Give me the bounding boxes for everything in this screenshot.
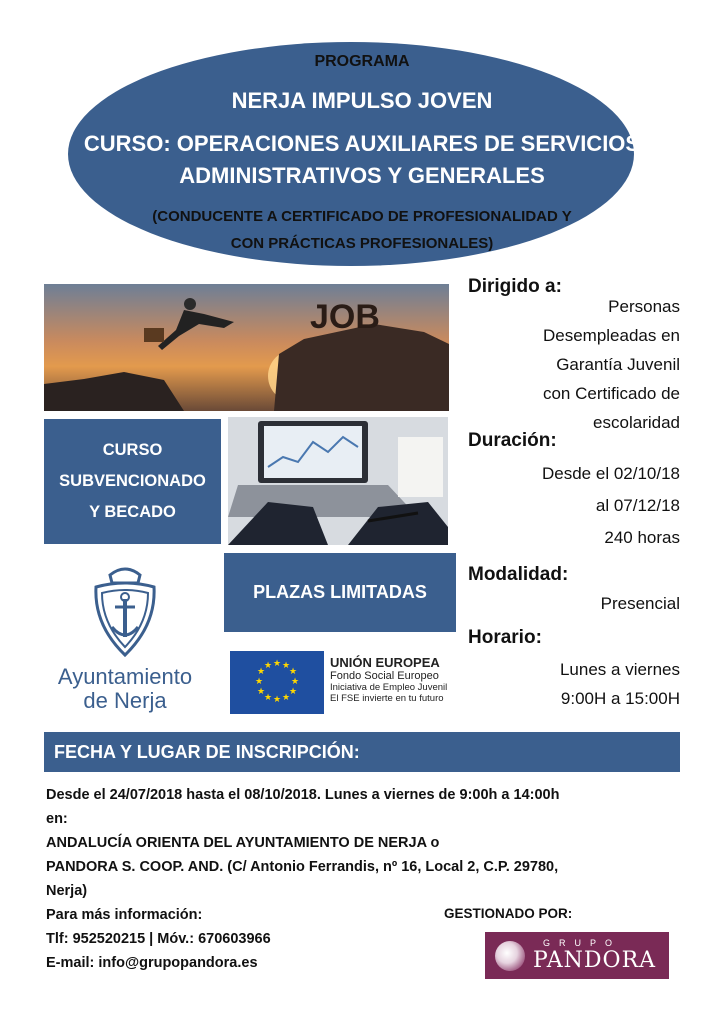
pandora-circle-icon	[495, 941, 525, 971]
dirigido-line: Personas	[608, 297, 680, 316]
curso-box-line1: CURSO	[102, 441, 163, 459]
curso-box-line3: Y BECADO	[89, 503, 176, 521]
svg-text:★: ★	[290, 677, 300, 687]
jumping-person-icon	[144, 298, 234, 350]
inscripcion-place3: Nerja)	[46, 883, 88, 899]
phone-numbers: Tlf: 952520215 | Móv.: 670603966	[46, 931, 271, 947]
horario-line: Lunes a viernes	[559, 660, 680, 679]
svg-text:★: ★	[256, 667, 266, 677]
eu-subtitle: Fondo Social Europeo	[330, 670, 439, 682]
horario-text	[468, 655, 680, 713]
eu-flag-icon	[230, 651, 324, 714]
svg-text:★: ★	[281, 693, 291, 703]
eu-title: UNIÓN EUROPEA	[330, 655, 440, 670]
laptop-image	[228, 417, 448, 545]
laptop-scene	[228, 417, 448, 545]
conducente-line1: (CONDUCENTE A CERTIFICADO DE PROFESIONALIDAD Y	[152, 208, 572, 225]
job-scene	[44, 284, 449, 411]
horario-line: 9:00H a 15:00H	[560, 689, 680, 708]
duracion-line: al 07/12/18	[595, 496, 680, 515]
svg-text:★: ★	[254, 677, 264, 687]
modalidad-value: Presencial	[600, 594, 680, 613]
svg-text:★: ★	[256, 687, 266, 697]
ayuntamiento-logo-text	[40, 665, 210, 713]
curso-box-line2: SUBVENCIONADO	[59, 472, 206, 490]
grupo-pandora-logo	[485, 932, 669, 979]
duracion-line: Desde el 02/10/18	[542, 464, 680, 483]
dirigido-text	[468, 292, 680, 437]
dirigido-line: Desempleadas en	[542, 326, 680, 345]
svg-text:★: ★	[272, 659, 282, 669]
dirigido-line: con Certificado de	[542, 384, 680, 403]
duracion-heading: Duración:	[468, 430, 557, 451]
eu-initiative: Iniciativa de Empleo Juvenil	[330, 682, 448, 693]
job-word: JOB	[310, 298, 380, 336]
dirigido-line: escolaridad	[593, 413, 680, 432]
ayuntamiento-line2: de Nerja	[83, 688, 167, 713]
job-jump-image	[44, 284, 449, 411]
plazas-limitadas-box: PLAZAS LIMITADAS	[224, 553, 456, 632]
programa-label: PROGRAMA	[314, 53, 410, 70]
inscripcion-en: en:	[46, 811, 68, 827]
inscripcion-dates: Desde el 24/07/2018 hasta el 08/10/2018. Lunes a viernes de 9:00h a 14:00h	[46, 787, 560, 803]
svg-text:★: ★	[288, 687, 298, 697]
info-label: Para más información:	[46, 907, 203, 923]
conducente-note	[0, 203, 724, 257]
dirigido-heading: Dirigido a:	[468, 276, 562, 297]
svg-text:★: ★	[263, 661, 273, 671]
pandora-name-text: PANDORA	[533, 948, 657, 973]
horario-heading: Horario:	[468, 627, 542, 648]
svg-text:★: ★	[263, 693, 273, 703]
nerja-crest-icon	[88, 565, 162, 659]
ayuntamiento-line1: Ayuntamiento	[57, 664, 193, 689]
curso-subvencionado-box	[44, 419, 221, 544]
duracion-text	[468, 458, 680, 554]
duracion-line: 240 horas	[604, 528, 680, 547]
course-title	[0, 128, 724, 192]
dirigido-line: Garantía Juvenil	[556, 355, 680, 374]
email-contact: E-mail: info@grupopandora.es	[46, 955, 258, 971]
inscripcion-place2: PANDORA S. COOP. AND. (C/ Antonio Ferrandis, nº 16, Local 2, C.P. 29780,	[46, 859, 559, 875]
svg-text:★: ★	[288, 667, 298, 677]
course-title-line2: ADMINISTRATIVOS Y GENERALES	[179, 163, 545, 188]
modalidad-heading: Modalidad:	[468, 564, 569, 585]
inscripcion-band: FECHA Y LUGAR DE INSCRIPCIÓN:	[44, 732, 680, 772]
svg-text:★: ★	[272, 695, 282, 705]
eu-logo-text	[330, 655, 447, 704]
svg-text:★: ★	[281, 661, 291, 671]
eu-slogan: El FSE invierte en tu futuro	[330, 693, 444, 704]
gestionado-label: GESTIONADO POR:	[444, 906, 573, 921]
pandora-grupo-text: GRUPO	[543, 938, 622, 948]
program-title: NERJA IMPULSO JOVEN	[231, 88, 493, 113]
conducente-line2: CON PRÁCTICAS PROFESIONALES)	[230, 235, 494, 252]
course-title-line1: CURSO: OPERACIONES AUXILIARES DE SERVICIOS	[83, 131, 641, 156]
inscripcion-place1: ANDALUCÍA ORIENTA DEL AYUNTAMIENTO DE NERJA o	[46, 835, 440, 851]
